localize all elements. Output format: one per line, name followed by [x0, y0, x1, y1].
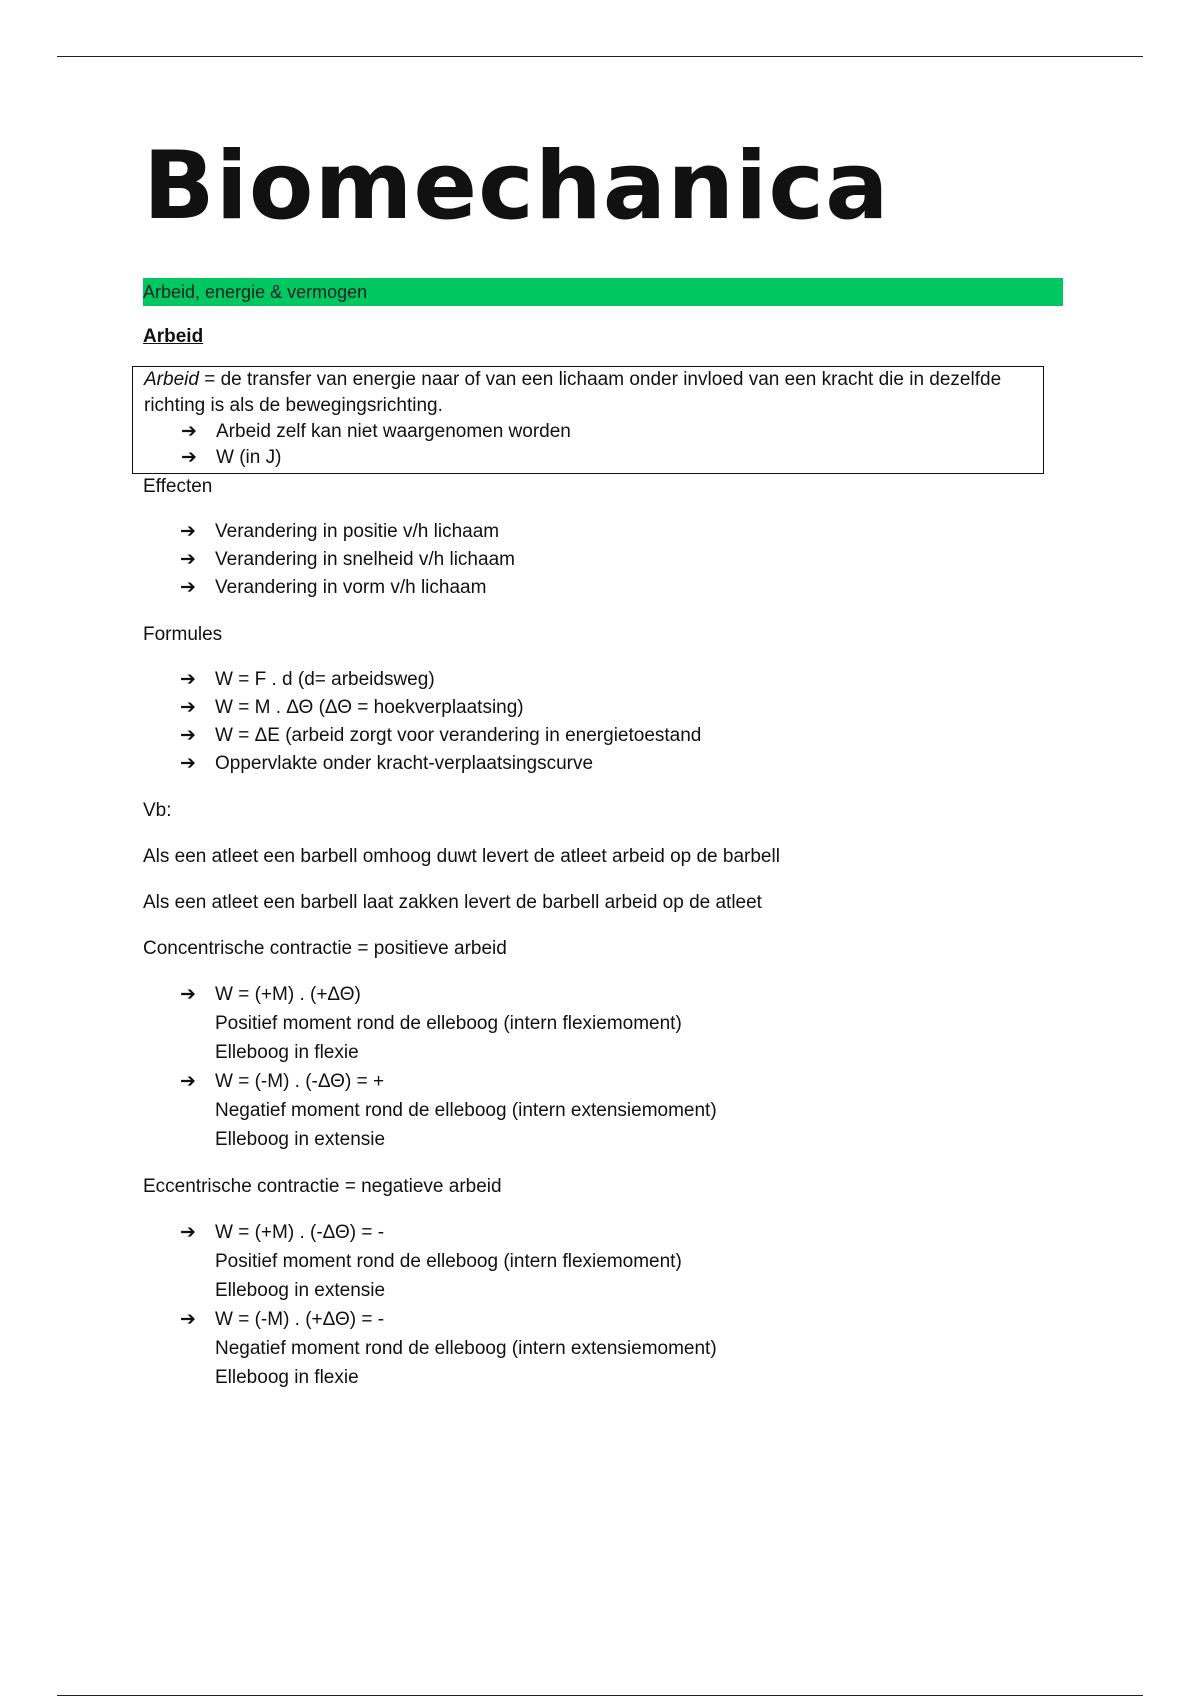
concentric-list: [143, 980, 1063, 1154]
definition-text: = de transfer van energie naar of van een lichaam onder invloed van een kracht die in dezelfde richting is als de bewegingsrichting.: [144, 369, 1002, 416]
arbeid-heading: Arbeid: [143, 326, 204, 347]
list-item: ➔ W = (-M) . (+ΔΘ) = - Negatief moment rond de elleboog (intern extensiemoment) Elleboog in flexie: [180, 1305, 1063, 1392]
definition-term: Arbeid: [144, 369, 199, 390]
list-item: ➔ Arbeid zelf kan niet waargenomen worden: [181, 419, 1032, 445]
section-highlight-heading: Arbeid, energie & vermogen: [143, 278, 1063, 306]
list-item: ➔ W = M . ΔΘ (ΔΘ = hoekverplaatsing): [180, 694, 1063, 722]
document-body: [143, 132, 1063, 1392]
example-paragraph-2: Als een atleet een barbell laat zakken levert de barbell arbeid op de atleet: [143, 892, 762, 913]
arrow-icon: ➔: [180, 697, 196, 718]
definition-box: [132, 366, 1044, 474]
page-bottom-rule: [57, 1695, 1143, 1696]
arrow-icon: ➔: [180, 753, 196, 774]
list-item: ➔ Verandering in vorm v/h lichaam: [180, 574, 1063, 602]
arrow-icon: ➔: [180, 669, 196, 690]
arrow-icon: ➔: [180, 577, 196, 598]
arrow-icon: ➔: [180, 725, 196, 746]
arrow-icon: ➔: [180, 521, 196, 542]
arrow-icon: ➔: [180, 549, 196, 570]
arrow-icon: ➔: [180, 1309, 196, 1330]
formules-list: [143, 666, 1063, 778]
arrow-icon: ➔: [180, 1071, 196, 1092]
eccentric-label: Eccentrische contractie = negatieve arbeid: [143, 1176, 502, 1197]
example-paragraph-1: Als een atleet een barbell omhoog duwt levert de atleet arbeid op de barbell: [143, 846, 780, 867]
concentric-label: Concentrische contractie = positieve arbeid: [143, 938, 507, 959]
formules-label: Formules: [143, 624, 223, 645]
definition-paragraph: [144, 367, 1032, 419]
arrow-icon: ➔: [180, 984, 196, 1005]
list-item: ➔ Verandering in positie v/h lichaam: [180, 518, 1063, 546]
effecten-label: Effecten: [143, 476, 213, 497]
arrow-icon: ➔: [181, 421, 197, 442]
effecten-list: [143, 518, 1063, 602]
page-top-rule: [57, 56, 1143, 57]
list-item: ➔ Verandering in snelheid v/h lichaam: [180, 546, 1063, 574]
list-item: ➔ W = (+M) . (-ΔΘ) = - Positief moment rond de elleboog (intern flexiemoment) Elleboog in extensie: [180, 1218, 1063, 1305]
document-title: Biomechanica: [143, 132, 890, 241]
example-label: Vb:: [143, 800, 172, 821]
eccentric-list: [143, 1218, 1063, 1392]
list-item: ➔ W = ΔE (arbeid zorgt voor verandering in energietoestand: [180, 722, 1063, 750]
list-item: ➔ W = F . d (d= arbeidsweg): [180, 666, 1063, 694]
list-item: ➔ W = (-M) . (-ΔΘ) = + Negatief moment rond de elleboog (intern extensiemoment) Elleboog in extensie: [180, 1067, 1063, 1154]
arrow-icon: ➔: [180, 1222, 196, 1243]
list-item: ➔ Oppervlakte onder kracht-verplaatsingscurve: [180, 750, 1063, 778]
list-item: ➔ W (in J): [181, 445, 1032, 471]
definition-bullet-list: [144, 419, 1032, 471]
arrow-icon: ➔: [181, 447, 197, 468]
list-item: ➔ W = (+M) . (+ΔΘ) Positief moment rond de elleboog (intern flexiemoment) Elleboog in flexie: [180, 980, 1063, 1067]
